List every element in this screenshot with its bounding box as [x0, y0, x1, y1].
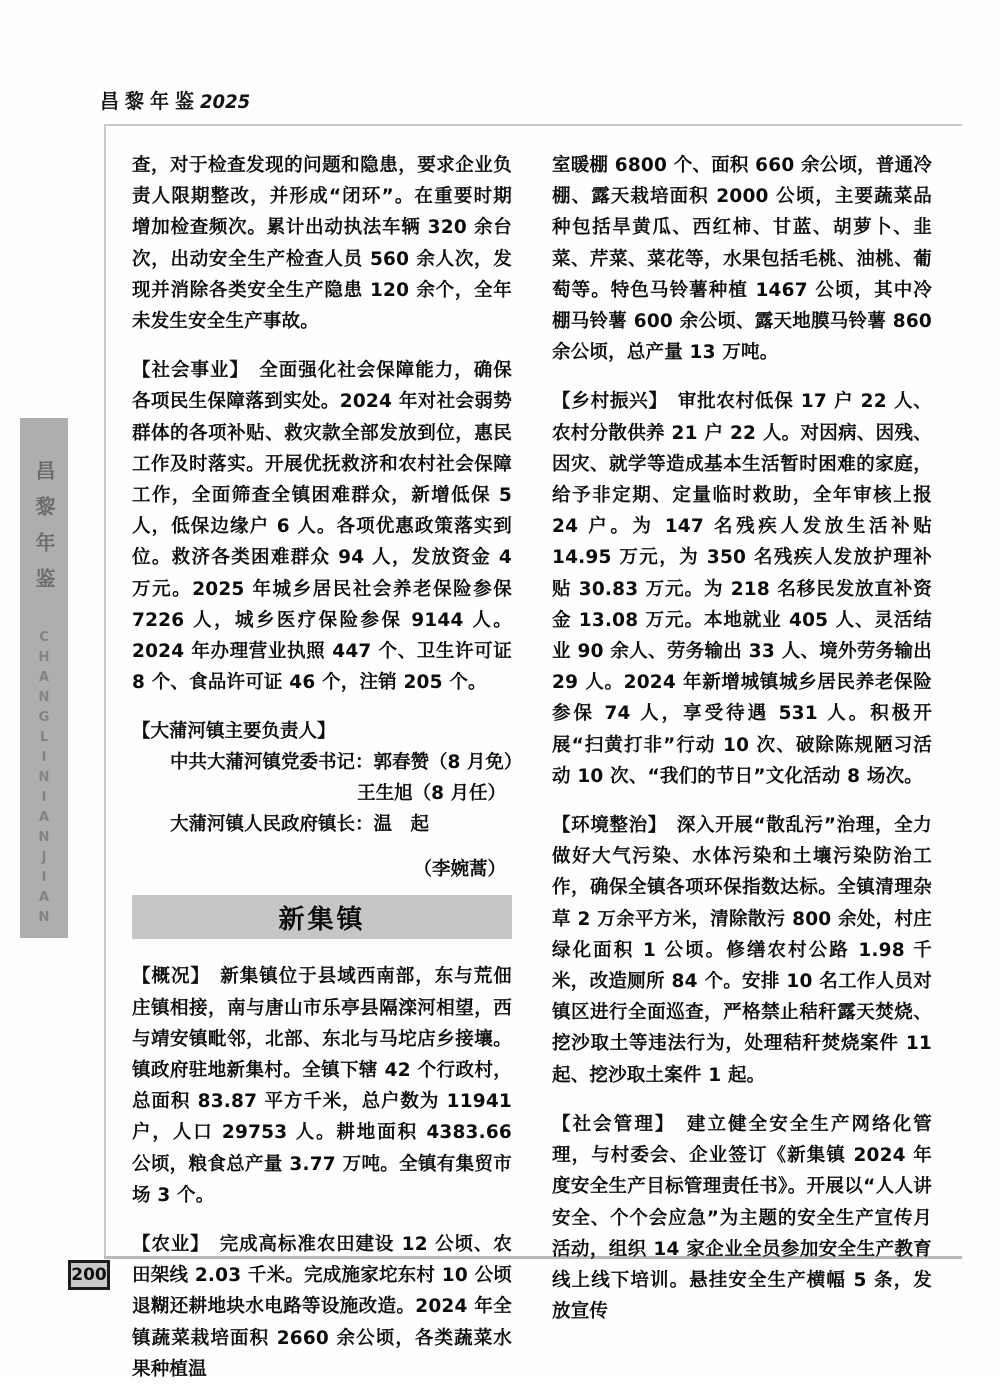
- paragraph-rural-revitalization: [552, 386, 932, 792]
- paragraph-lead: 【乡村振兴】: [552, 391, 659, 413]
- leader-row: 中共大蒲河镇党委书记：郭春赞（8 月免）: [170, 752, 523, 774]
- paragraph-body: 新集镇位于县域西南部，东与荒佃庄镇相接，南与唐山市乐亭县隔滦河相望，西与靖安镇毗邻，北部、东北与马坨店乡接壤。镇政府驻地新集村。全镇下辖 42 个行政村，总面积 83.87 平方千米，总户数为 11941 户，人口 29753 人。耕地面积 4383.66 公顷，粮食总产量 3.77 万吨。全镇有集贸市场 3 个。: [132, 966, 512, 1206]
- leaders-block: [132, 716, 523, 840]
- column-left: [132, 150, 523, 1380]
- page-number: 200: [68, 1260, 110, 1290]
- paragraph-body: 深入开展“散乱污”治理，全力做好大气污染、水体污染和土壤污染防治工作，确保全镇各项环保指数达标。全镇清理杂草 2 万余平方米，清除散污 800 余处，村庄绿化面积 1 公顷。修缮农村公路 1.98 千米，改造厕所 84 个。安排 10 名工作人员对镇区进行全面巡查，严格禁止秸秆露天焚烧、挖沙取土等违法行为，处理秸秆焚烧案件 11 起、挖沙取土案件 1 起。: [552, 815, 933, 1086]
- leader-row: 大蒲河镇人民政府镇长：温 起: [170, 814, 430, 836]
- paragraph-overview: [132, 961, 512, 1211]
- paragraph-lead: 【环境整治】: [552, 815, 658, 837]
- paragraph-environmental-governance: [552, 810, 932, 1091]
- town-section-title: 新集镇: [278, 904, 366, 935]
- byline: （李婉蒿）: [413, 859, 506, 881]
- body-columns: [132, 150, 933, 1380]
- paragraph-social-undertakings: [132, 355, 512, 698]
- paragraph-lead: 【概况】: [132, 966, 201, 988]
- leaders-title: 【大蒲河镇主要负责人】: [132, 721, 336, 743]
- paragraph-body: 审批农村低保 17 户 22 人、农村分散供养 21 户 22 人。对因病、因残、因灾、就学等造成基本生活暂时困难的家庭，给予非定期、定量临时救助，全年审核上报 24 户。为 147 名残疾人发放生活补贴 14.95 万元，为 350 名残疾人发放护理补贴 30.83 万元。为 218 名移民发放直补资金 13.08 万元。本地就业 405 人、灵活结业 90 余人、劳务输出 33 人、境外劳务输出 29 人。2024 年新增城镇城乡居民养老保险参保 74 人，享受待遇 531 人。积极开展“扫黄打非”行动 10 次、破除陈规陋习活动 10 次、“我们的节日”文化活动 8 场次。: [552, 391, 932, 787]
- spine-tab: [20, 418, 68, 938]
- town-section-banner: [132, 895, 512, 939]
- running-head-title: 昌黎年鉴: [100, 90, 201, 114]
- paragraph-social-management: [552, 1109, 932, 1327]
- paragraph-body: 全面强化社会保障能力，确保各项民生保障落到实处。2024 年对社会弱势群体的各项补贴、救灾款全部发放到位，惠民工作及时落实。开展优抚救济和农村社会保障工作，全面筛查全镇困难群众，新增低保 5 人，低保边缘户 6 人。各项优惠政策落实到位。救济各类困难群众 94 人，发放资金 4 万元。2025 年城乡居民社会养老保险参保 7226 人，城乡医疗保险参保 9144 人。2024 年办理营业执照 447 个、卫生许可证 8 个、食品许可证 46 个，注销 205 个。: [132, 360, 513, 694]
- frame-left-border: [104, 124, 106, 1258]
- leader-row: 王生旭（8 月任）: [357, 783, 506, 805]
- paragraph-body: 完成高标准农田建设 12 公顷、农田架线 2.03 千米。完成施家坨东村 10 公顷退糊还耕地块水电路等设施改造。2024 年全镇蔬菜栽培面积 2660 余公顷，各类蔬菜水果种植温: [132, 1234, 513, 1380]
- frame-top-border: [104, 124, 962, 126]
- paragraph-agriculture-continued: 室暖棚 6800 个、面积 660 余公顷，普通冷棚、露天栽培面积 2000 公顷，主要蔬菜品种包括旱黄瓜、西红柿、甘蓝、胡萝卜、韭菜、芹菜、菜花等，水果包括毛桃、油桃、葡萄等。特色马铃薯种植 1467 公顷，其中冷棚马铃薯 600 余公顷、露天地膜马铃薯 860 余公顷，总产量 13 万吨。: [552, 155, 932, 364]
- spine-title-en: CHANGLINIANJIAN: [36, 630, 52, 930]
- spine-title-cn: 昌黎年鉴: [32, 460, 56, 604]
- column-right: [552, 150, 933, 1323]
- paragraph-body: 建立健全安全生产网络化管理，与村委会、企业签订《新集镇 2024 年度安全生产目标管理责任书》。开展以“人人讲安全、个个会应急”为主题的安全生产宣传月活动，组织 14 家企业全员参加安全生产教育线上线下培训。悬挂安全生产横幅 5 条，发放宣传: [552, 1113, 933, 1323]
- running-head: [100, 86, 250, 114]
- paragraph-lead: 【农业】: [132, 1234, 201, 1256]
- paragraph-safety-continued: 查，对于检查发现的问题和隐患，要求企业负责人限期整改，并形成“闭环”。在重要时期增加检查频次。累计出动执法车辆 320 余台次，出动安全生产检查人员 560 余人次，发现并消除各类安全生产隐患 120 余个，全年未发生安全生产事故。: [132, 155, 512, 333]
- running-head-year: 2025: [200, 91, 251, 114]
- paragraph-agriculture: [132, 1229, 512, 1385]
- paragraph-lead: 【社会管理】: [552, 1113, 667, 1135]
- paragraph-lead: 【社会事业】: [132, 360, 240, 382]
